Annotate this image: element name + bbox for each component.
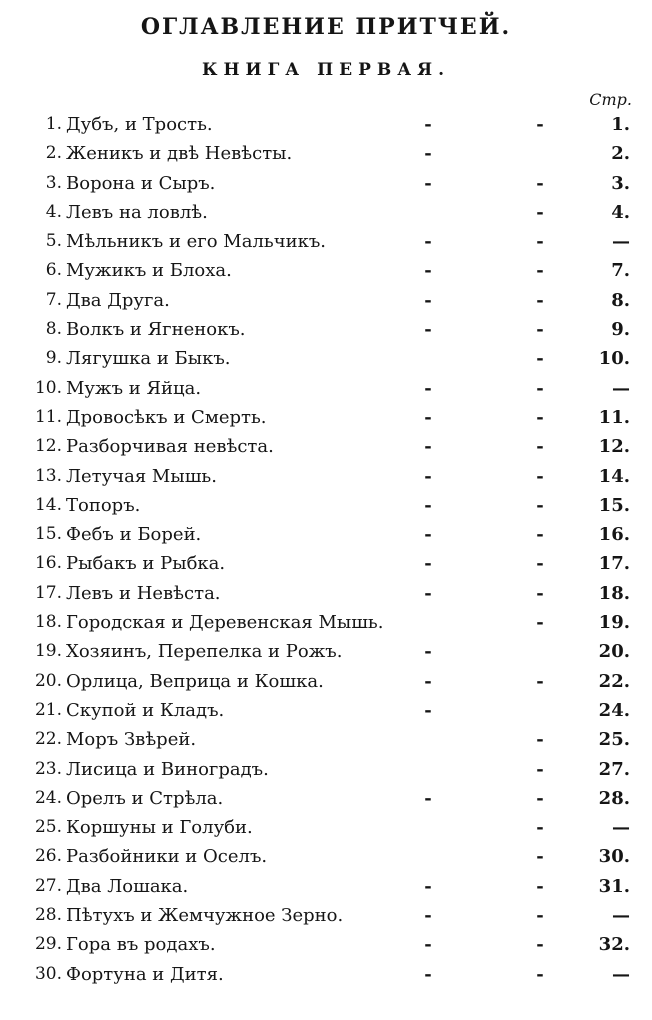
- entry-number: 1.: [45, 114, 62, 134]
- entry-page: 11.: [598, 406, 630, 428]
- leader-dash: -: [536, 875, 544, 897]
- list-item: [0, 462, 652, 491]
- entry-page: 7.: [611, 260, 630, 282]
- list-item: [0, 696, 652, 725]
- leader-dash: -: [536, 319, 544, 341]
- leader-dash: -: [536, 963, 544, 985]
- entry-page: 27.: [598, 758, 630, 780]
- page-title: ОГЛАВЛЕНИЕ ПРИТЧЕЙ.: [140, 14, 512, 40]
- entry-number: 25.: [34, 817, 62, 838]
- leader-dash: -: [424, 406, 432, 428]
- entry-title: Ворона и Сыръ.: [66, 172, 216, 194]
- list-item: [0, 403, 652, 432]
- entry-number: 7.: [45, 289, 62, 310]
- entry-number: 12.: [34, 436, 62, 457]
- list-item: [0, 901, 652, 930]
- entry-page: —: [612, 963, 630, 985]
- leader-dash: -: [424, 934, 432, 956]
- entry-title: Левъ на ловлѣ.: [66, 201, 208, 223]
- entry-number: 11.: [34, 406, 62, 427]
- entry-number: 26.: [34, 846, 62, 867]
- leader-dash: -: [424, 377, 432, 399]
- entry-page: 18.: [598, 582, 630, 604]
- leader-dash: -: [536, 729, 544, 751]
- entry-page: 24.: [598, 699, 630, 721]
- entry-page: 30.: [598, 846, 630, 868]
- entry-page: 10.: [598, 348, 630, 370]
- page-column-label: Стр.: [589, 90, 632, 109]
- leader-dash: -: [536, 289, 544, 311]
- list-item: [0, 579, 652, 608]
- entry-title: Мѣльникъ и его Мальчикъ.: [66, 231, 327, 253]
- entry-number: 30.: [34, 963, 62, 984]
- entry-page: 22.: [598, 670, 630, 692]
- entry-number: 22.: [34, 729, 62, 750]
- entry-title: Гора въ родахъ.: [66, 934, 216, 956]
- leader-dash: -: [424, 582, 432, 604]
- entry-number: 17.: [34, 582, 62, 603]
- list-item: [0, 667, 652, 696]
- contents-list: [0, 110, 652, 989]
- entry-title: Фебъ и Борей.: [66, 524, 202, 546]
- entry-number: 29.: [34, 934, 62, 955]
- list-item: [0, 344, 652, 373]
- leader-dash: -: [536, 436, 544, 458]
- entry-page: 31.: [598, 875, 630, 897]
- leader-dash: -: [424, 875, 432, 897]
- entry-page: —: [612, 377, 630, 399]
- entry-page: 32.: [598, 934, 630, 956]
- list-item: [0, 872, 652, 901]
- entry-page: 3.: [611, 172, 630, 194]
- entry-page: 1.: [611, 114, 630, 135]
- entry-title: Рыбакъ и Рыбка.: [66, 553, 226, 575]
- list-item: [0, 227, 652, 256]
- entry-title: Дубъ, и Трость.: [66, 114, 213, 135]
- leader-dash: -: [536, 348, 544, 370]
- entry-title: Топоръ.: [66, 494, 141, 516]
- leader-dash: -: [424, 143, 432, 165]
- entry-title: Хозяинъ, Перепелка и Рожъ.: [66, 641, 343, 663]
- entry-title: Лягушка и Быкъ.: [66, 348, 231, 370]
- entry-number: 28.: [34, 905, 62, 926]
- leader-dash: -: [424, 289, 432, 311]
- entry-title: Разбойники и Оселъ.: [66, 846, 268, 868]
- leader-dash: -: [536, 846, 544, 868]
- entry-page: 4.: [611, 201, 630, 223]
- list-item: [0, 315, 652, 344]
- leader-dash: -: [536, 758, 544, 780]
- entry-title: Разборчивая невѣста.: [66, 436, 274, 458]
- entry-number: 13.: [34, 465, 62, 486]
- leader-dash: -: [424, 963, 432, 985]
- entry-title: Левъ и Невѣста.: [66, 582, 221, 604]
- entry-number: 10.: [34, 377, 62, 398]
- entry-title: Волкъ и Ягненокъ.: [66, 319, 246, 341]
- entry-title: Мужъ и Яйца.: [66, 377, 202, 399]
- leader-dash: -: [536, 670, 544, 692]
- entry-title: Моръ Звѣрей.: [66, 729, 197, 751]
- list-item: [0, 784, 652, 813]
- list-item: [0, 813, 652, 842]
- leader-dash: -: [424, 787, 432, 809]
- leader-dash: -: [536, 406, 544, 428]
- list-item: [0, 110, 652, 139]
- leader-dash: -: [536, 260, 544, 282]
- list-item: [0, 608, 652, 637]
- list-item: [0, 139, 652, 168]
- entry-title: Два Друга.: [66, 289, 170, 311]
- entry-title: Орлица, Веприца и Кошка.: [66, 670, 324, 692]
- list-item: [0, 842, 652, 871]
- list-item: [0, 169, 652, 198]
- leader-dash: -: [424, 641, 432, 663]
- list-item: [0, 930, 652, 959]
- entry-number: 18.: [34, 612, 62, 633]
- entry-page: —: [612, 231, 630, 253]
- entry-page: 8.: [611, 289, 630, 311]
- leader-dash: -: [424, 231, 432, 253]
- entry-number: 15.: [34, 524, 62, 545]
- list-item: [0, 256, 652, 285]
- list-item: [0, 960, 652, 989]
- book-heading: КНИГА ПЕРВАЯ.: [201, 60, 450, 80]
- entry-title: Фортуна и Дитя.: [66, 963, 224, 985]
- leader-dash: -: [536, 582, 544, 604]
- entry-page: —: [612, 905, 630, 927]
- list-item: [0, 491, 652, 520]
- leader-dash: -: [536, 787, 544, 809]
- list-item: [0, 198, 652, 227]
- leader-dash: -: [536, 114, 544, 135]
- entry-number: 3.: [45, 172, 62, 193]
- entry-page: 14.: [598, 465, 630, 487]
- entry-number: 19.: [34, 641, 62, 662]
- entry-title: Два Лошака.: [66, 875, 189, 897]
- leader-dash: -: [536, 231, 544, 253]
- entry-title: Коршуны и Голуби.: [66, 817, 253, 839]
- entry-number: 21.: [34, 699, 62, 720]
- leader-dash: -: [424, 465, 432, 487]
- leader-dash: -: [536, 172, 544, 194]
- entry-title: Пѣтухъ и Жемчужное Зерно.: [66, 905, 344, 927]
- entry-number: 6.: [45, 260, 62, 281]
- leader-dash: -: [536, 934, 544, 956]
- entry-number: 24.: [34, 787, 62, 808]
- list-item: [0, 286, 652, 315]
- entry-title: Скупой и Кладъ.: [66, 699, 225, 721]
- entry-page: 9.: [611, 319, 630, 341]
- leader-dash: -: [424, 319, 432, 341]
- list-item: [0, 725, 652, 754]
- leader-dash: -: [536, 494, 544, 516]
- leader-dash: -: [536, 524, 544, 546]
- list-item: [0, 637, 652, 666]
- leader-dash: -: [424, 670, 432, 692]
- leader-dash: -: [424, 436, 432, 458]
- entry-title: Женикъ и двѣ Невѣсты.: [66, 143, 293, 165]
- entry-number: 16.: [34, 553, 62, 574]
- entry-page: 28.: [598, 787, 630, 809]
- entry-page: 15.: [598, 494, 630, 516]
- leader-dash: -: [424, 905, 432, 927]
- entry-title: Городская и Деревенская Мышь.: [66, 612, 384, 634]
- leader-dash: -: [536, 201, 544, 223]
- entry-page: 16.: [598, 524, 630, 546]
- entry-page: 2.: [611, 143, 630, 165]
- leader-dash: -: [536, 817, 544, 839]
- entry-page: 12.: [598, 436, 630, 458]
- entry-page: 20.: [598, 641, 630, 663]
- list-item: [0, 374, 652, 403]
- entry-number: 14.: [34, 494, 62, 515]
- list-item: [0, 432, 652, 461]
- leader-dash: -: [536, 377, 544, 399]
- entry-number: 8.: [45, 319, 62, 340]
- entry-page: 17.: [598, 553, 630, 575]
- entry-title: Дровосѣкъ и Смерть.: [66, 406, 267, 428]
- entry-number: 5.: [45, 231, 62, 252]
- leader-dash: -: [536, 553, 544, 575]
- list-item: [0, 755, 652, 784]
- leader-dash: -: [424, 172, 432, 194]
- entry-page: 25.: [598, 729, 630, 751]
- entry-number: 2.: [45, 143, 62, 164]
- entry-page: —: [612, 817, 630, 839]
- leader-dash: -: [424, 699, 432, 721]
- entry-number: 27.: [34, 875, 62, 896]
- entry-page: 19.: [598, 612, 630, 634]
- list-item: [0, 520, 652, 549]
- entry-title: Летучая Мышь.: [66, 465, 217, 487]
- leader-dash: -: [424, 524, 432, 546]
- entry-number: 23.: [34, 758, 62, 779]
- entry-title: Мужикъ и Блоха.: [66, 260, 232, 282]
- leader-dash: -: [424, 494, 432, 516]
- entry-number: 4.: [45, 201, 62, 222]
- entry-number: 20.: [34, 670, 62, 691]
- entry-title: Орелъ и Стрѣла.: [66, 787, 224, 809]
- list-item: [0, 549, 652, 578]
- leader-dash: -: [424, 260, 432, 282]
- leader-dash: -: [536, 612, 544, 634]
- leader-dash: -: [424, 553, 432, 575]
- leader-dash: -: [536, 465, 544, 487]
- leader-dash: -: [424, 114, 432, 135]
- leader-dash: -: [536, 905, 544, 927]
- entry-number: 9.: [45, 348, 62, 369]
- entry-title: Лисица и Виноградъ.: [66, 758, 269, 780]
